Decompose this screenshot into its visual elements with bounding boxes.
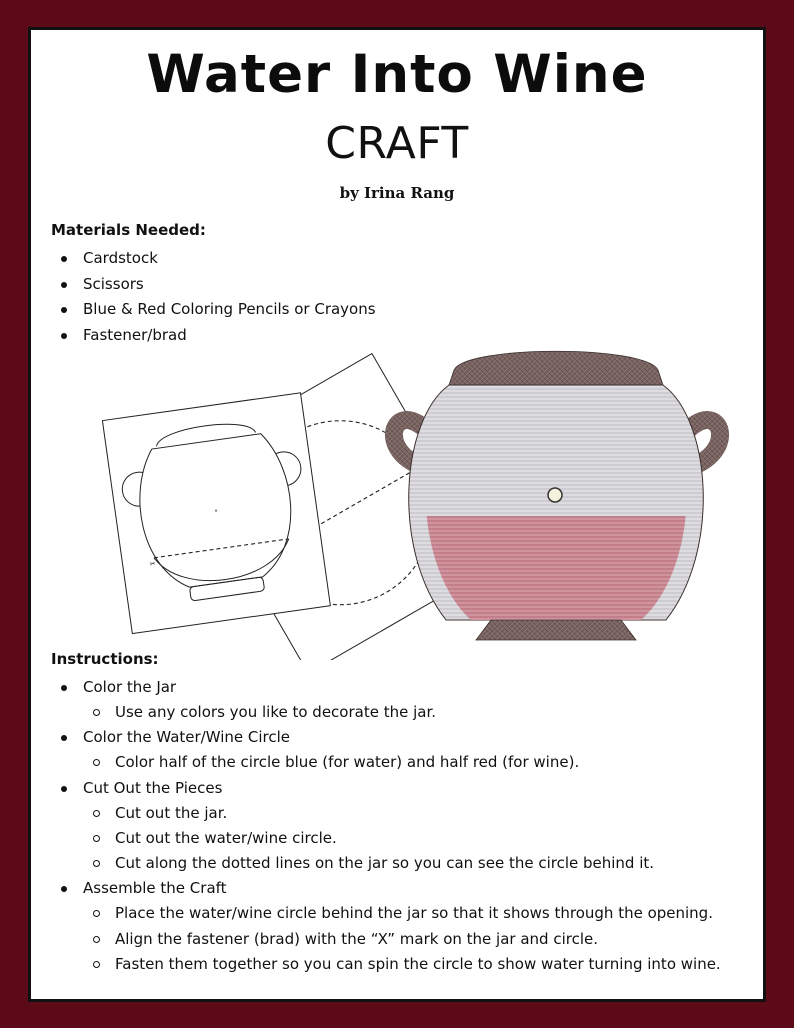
substep-list (53, 901, 753, 977)
instruction-step (53, 876, 753, 977)
fastener-dot-icon (548, 488, 562, 502)
substep-list (53, 801, 753, 877)
author-line: by Irina Rang (339, 184, 455, 202)
substep-item: Cut out the jar. (53, 801, 753, 826)
list-item: Cardstock (53, 246, 376, 272)
step-label: Cut Out the Pieces (53, 776, 753, 801)
instruction-step (53, 725, 753, 775)
colored-jar-photo (394, 351, 720, 640)
list-item: Scissors (53, 272, 376, 298)
substep-item: Color half of the circle blue (for water) and half red (for wine). (53, 750, 753, 775)
instruction-step (53, 675, 753, 725)
step-label: Assemble the Craft (53, 876, 753, 901)
jar-template-sheet (102, 393, 330, 634)
list-item: Blue & Red Coloring Pencils or Crayons (53, 297, 376, 323)
substep-item: Fasten them together so you can spin the circle to show water turning into wine. (53, 952, 753, 977)
substep-list (53, 700, 753, 725)
worksheet-page (28, 27, 766, 1002)
instructions-list (53, 675, 753, 977)
substep-item: Use any colors you like to decorate the jar. (53, 700, 753, 725)
materials-heading: Materials Needed: (51, 221, 206, 239)
scissors-icon: ✂ (149, 559, 157, 569)
substep-item: Cut along the dotted lines on the jar so you can see the circle behind it. (53, 851, 753, 876)
substep-item: Place the water/wine circle behind the jar so that it shows through the opening. (53, 901, 753, 926)
step-label: Color the Water/Wine Circle (53, 725, 753, 750)
instruction-step (53, 776, 753, 877)
substep-item: Align the fastener (brad) with the “X” mark on the jar and circle. (53, 927, 753, 952)
page-subtitle: CRAFT (325, 118, 469, 169)
instructions-heading: Instructions: (51, 650, 159, 668)
substep-list (53, 750, 753, 775)
page-title: Water Into Wine (146, 44, 648, 105)
list-item: Fastener/brad (53, 323, 376, 349)
substep-item: Cut out the water/wine circle. (53, 826, 753, 851)
craft-illustration (71, 320, 751, 660)
step-label: Color the Jar (53, 675, 753, 700)
